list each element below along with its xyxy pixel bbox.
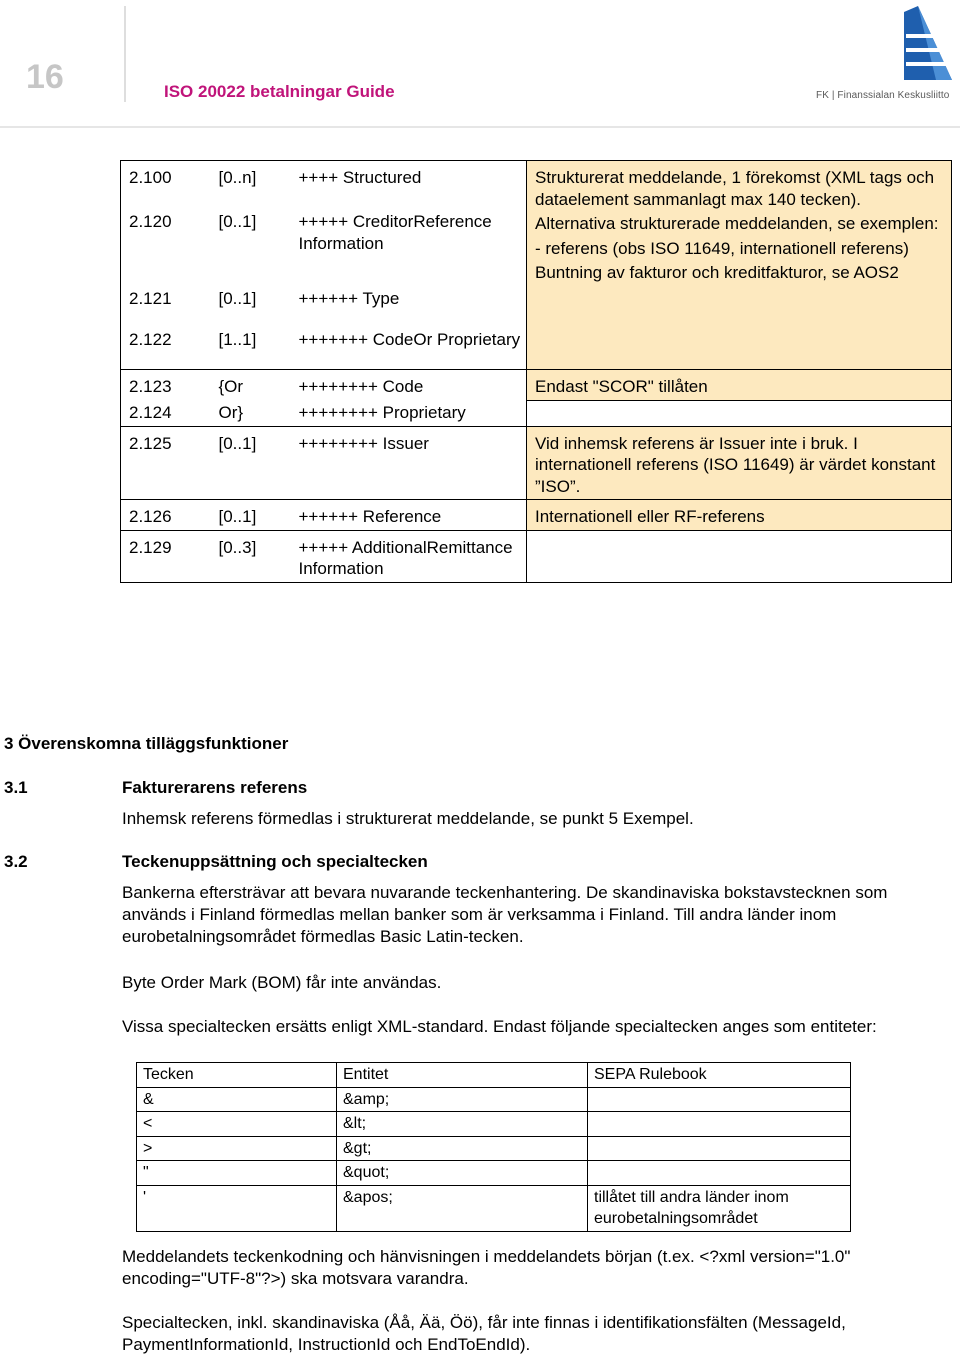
entity-cell: &gt; <box>337 1136 588 1161</box>
column-header: Tecken <box>137 1063 337 1088</box>
section-3-1-text: Inhemsk referens förmedlas i strukturerat meddelande, se punkt 5 Exempel. <box>122 809 694 828</box>
row-description <box>527 161 952 370</box>
row-index: 2.121 <box>121 286 211 327</box>
row-description <box>527 500 952 531</box>
paragraph: Specialtecken, inkl. skandinaviska (Åå, Ää, Öö), får inte finnas i identifikationsfälten (MessageId, PaymentInformationId, InstructionId och EndToEndId). <box>122 1313 846 1354</box>
description-line: Internationell eller RF-referens <box>535 507 765 526</box>
column-header: Entitet <box>337 1063 588 1088</box>
row-description <box>527 530 952 582</box>
row-index: 2.122 <box>121 327 211 369</box>
character-cell: & <box>137 1087 337 1112</box>
header-rule <box>0 126 960 128</box>
character-cell: " <box>137 1161 337 1186</box>
paragraph: Vissa specialtecken ersätts enligt XML-standard. Endast följande specialtecken anges som entiteter: <box>122 1017 877 1036</box>
paragraph: Bankerna eftersträvar att bevara nuvarande teckenhantering. De skandinaviska bokstavstecknen som används i Finland förmedlas mellan banker som är verksamma i Finland. Till andra länder inom eurobetalningsområdet förmedlas Basic Latin-tecken. <box>122 883 888 946</box>
entity-cell: &amp; <box>337 1087 588 1112</box>
section-number: 3.1 <box>4 778 28 797</box>
row-index: 2.100 <box>121 161 211 210</box>
section-3-heading: 3 Överenskomna tilläggsfunktioner <box>4 734 289 753</box>
page-number: 16 <box>26 58 64 96</box>
paragraph: Byte Order Mark (BOM) får inte användas. <box>122 973 442 992</box>
section-3-1-heading <box>4 778 307 798</box>
entity-table <box>136 1062 851 1232</box>
rulebook-cell <box>588 1136 851 1161</box>
table-row <box>137 1136 851 1161</box>
row-element-name: +++++++ CodeOr Proprietary <box>291 327 527 369</box>
description-line: - referens (obs ISO 11649, internationell referens) <box>535 238 909 258</box>
paragraph: Meddelandets teckenkodning och hänvisningen i meddelandets början (t.ex. <?xml version="1.0" encoding="UTF-8"?>) ska motsvara varandra. <box>122 1247 851 1288</box>
description-line: Vid inhemsk referens är Issuer inte i bruk. I internationell referens (ISO 11649) är värdet konstant ”ISO”. <box>535 433 936 496</box>
rulebook-cell <box>588 1161 851 1186</box>
rulebook-cell <box>588 1112 851 1137</box>
section-title: Teckenuppsättning och specialtecken <box>122 852 428 871</box>
table-row <box>121 426 952 500</box>
rulebook-cell <box>588 1087 851 1112</box>
table-row <box>121 161 952 210</box>
entity-cell: &apos; <box>337 1185 588 1231</box>
row-element-name: +++++ AdditionalRemittance Information <box>291 530 527 582</box>
column-header: SEPA Rulebook <box>588 1063 851 1088</box>
header-divider <box>124 6 126 102</box>
row-multiplicity: Or} <box>211 400 291 426</box>
character-cell: < <box>137 1112 337 1137</box>
character-cell: > <box>137 1136 337 1161</box>
entity-cell: &lt; <box>337 1112 588 1137</box>
character-cell: ' <box>137 1185 337 1231</box>
row-index: 2.125 <box>121 426 211 500</box>
description-line: Alternativa strukturerade meddelanden, se exemplen: <box>535 214 939 233</box>
row-multiplicity: [0..1] <box>211 500 291 531</box>
table-header-row <box>137 1063 851 1088</box>
row-multiplicity: [0..1] <box>218 288 257 308</box>
description-line: Endast "SCOR" tillåten <box>535 377 708 396</box>
section-number: 3.2 <box>4 852 28 871</box>
table-row <box>137 1185 851 1231</box>
field-table <box>120 160 952 583</box>
entity-cell: &quot; <box>337 1161 588 1186</box>
table-row <box>121 400 952 426</box>
description-line: Buntning av fakturor och kreditfakturor, se AOS2 <box>535 263 899 282</box>
row-multiplicity: {Or <box>211 370 291 401</box>
table-row <box>137 1161 851 1186</box>
row-description <box>527 400 952 426</box>
table-row <box>121 530 952 582</box>
row-index: 2.126 <box>121 500 211 531</box>
row-multiplicity: [0..3] <box>211 530 291 582</box>
row-description <box>527 426 952 500</box>
rulebook-cell: tillåtet till andra länder inom eurobetalningsområdet <box>588 1185 851 1231</box>
row-element-name: ++++++ Reference <box>291 500 527 531</box>
row-element-name: ++++++++ Issuer <box>291 426 527 500</box>
section-title: Fakturerarens referens <box>122 778 308 797</box>
logo-text: FK | Finanssialan Keskusliitto <box>816 90 950 101</box>
row-element-name: ++++++ Type <box>291 286 527 327</box>
row-index: 2.120 <box>121 209 211 285</box>
row-element-name: ++++++++ Proprietary <box>291 400 527 426</box>
row-element-name: ++++++++ Code <box>291 370 527 401</box>
description-line: Strukturerat meddelande, 1 förekomst (XML tags och dataelement sammanlagt max 140 tecken). <box>535 168 935 209</box>
section-3-2-heading <box>4 852 428 872</box>
table-row <box>137 1087 851 1112</box>
row-multiplicity: [0..1] <box>211 426 291 500</box>
document-title: ISO 20022 betalningar Guide <box>164 82 395 101</box>
row-element-name: ++++ Structured <box>291 161 527 210</box>
table-row <box>137 1112 851 1137</box>
row-multiplicity: [0..n] <box>211 161 291 210</box>
row-multiplicity: [1..1] <box>211 327 291 369</box>
table-row <box>121 370 952 401</box>
row-description <box>527 370 952 401</box>
table-row <box>121 500 952 531</box>
row-multiplicity: [0..1] <box>218 212 257 232</box>
row-index: 2.123 <box>121 370 211 401</box>
row-index: 2.124 <box>121 400 211 426</box>
row-index: 2.129 <box>121 530 211 582</box>
row-element-name: +++++ CreditorReference Information <box>291 209 527 285</box>
